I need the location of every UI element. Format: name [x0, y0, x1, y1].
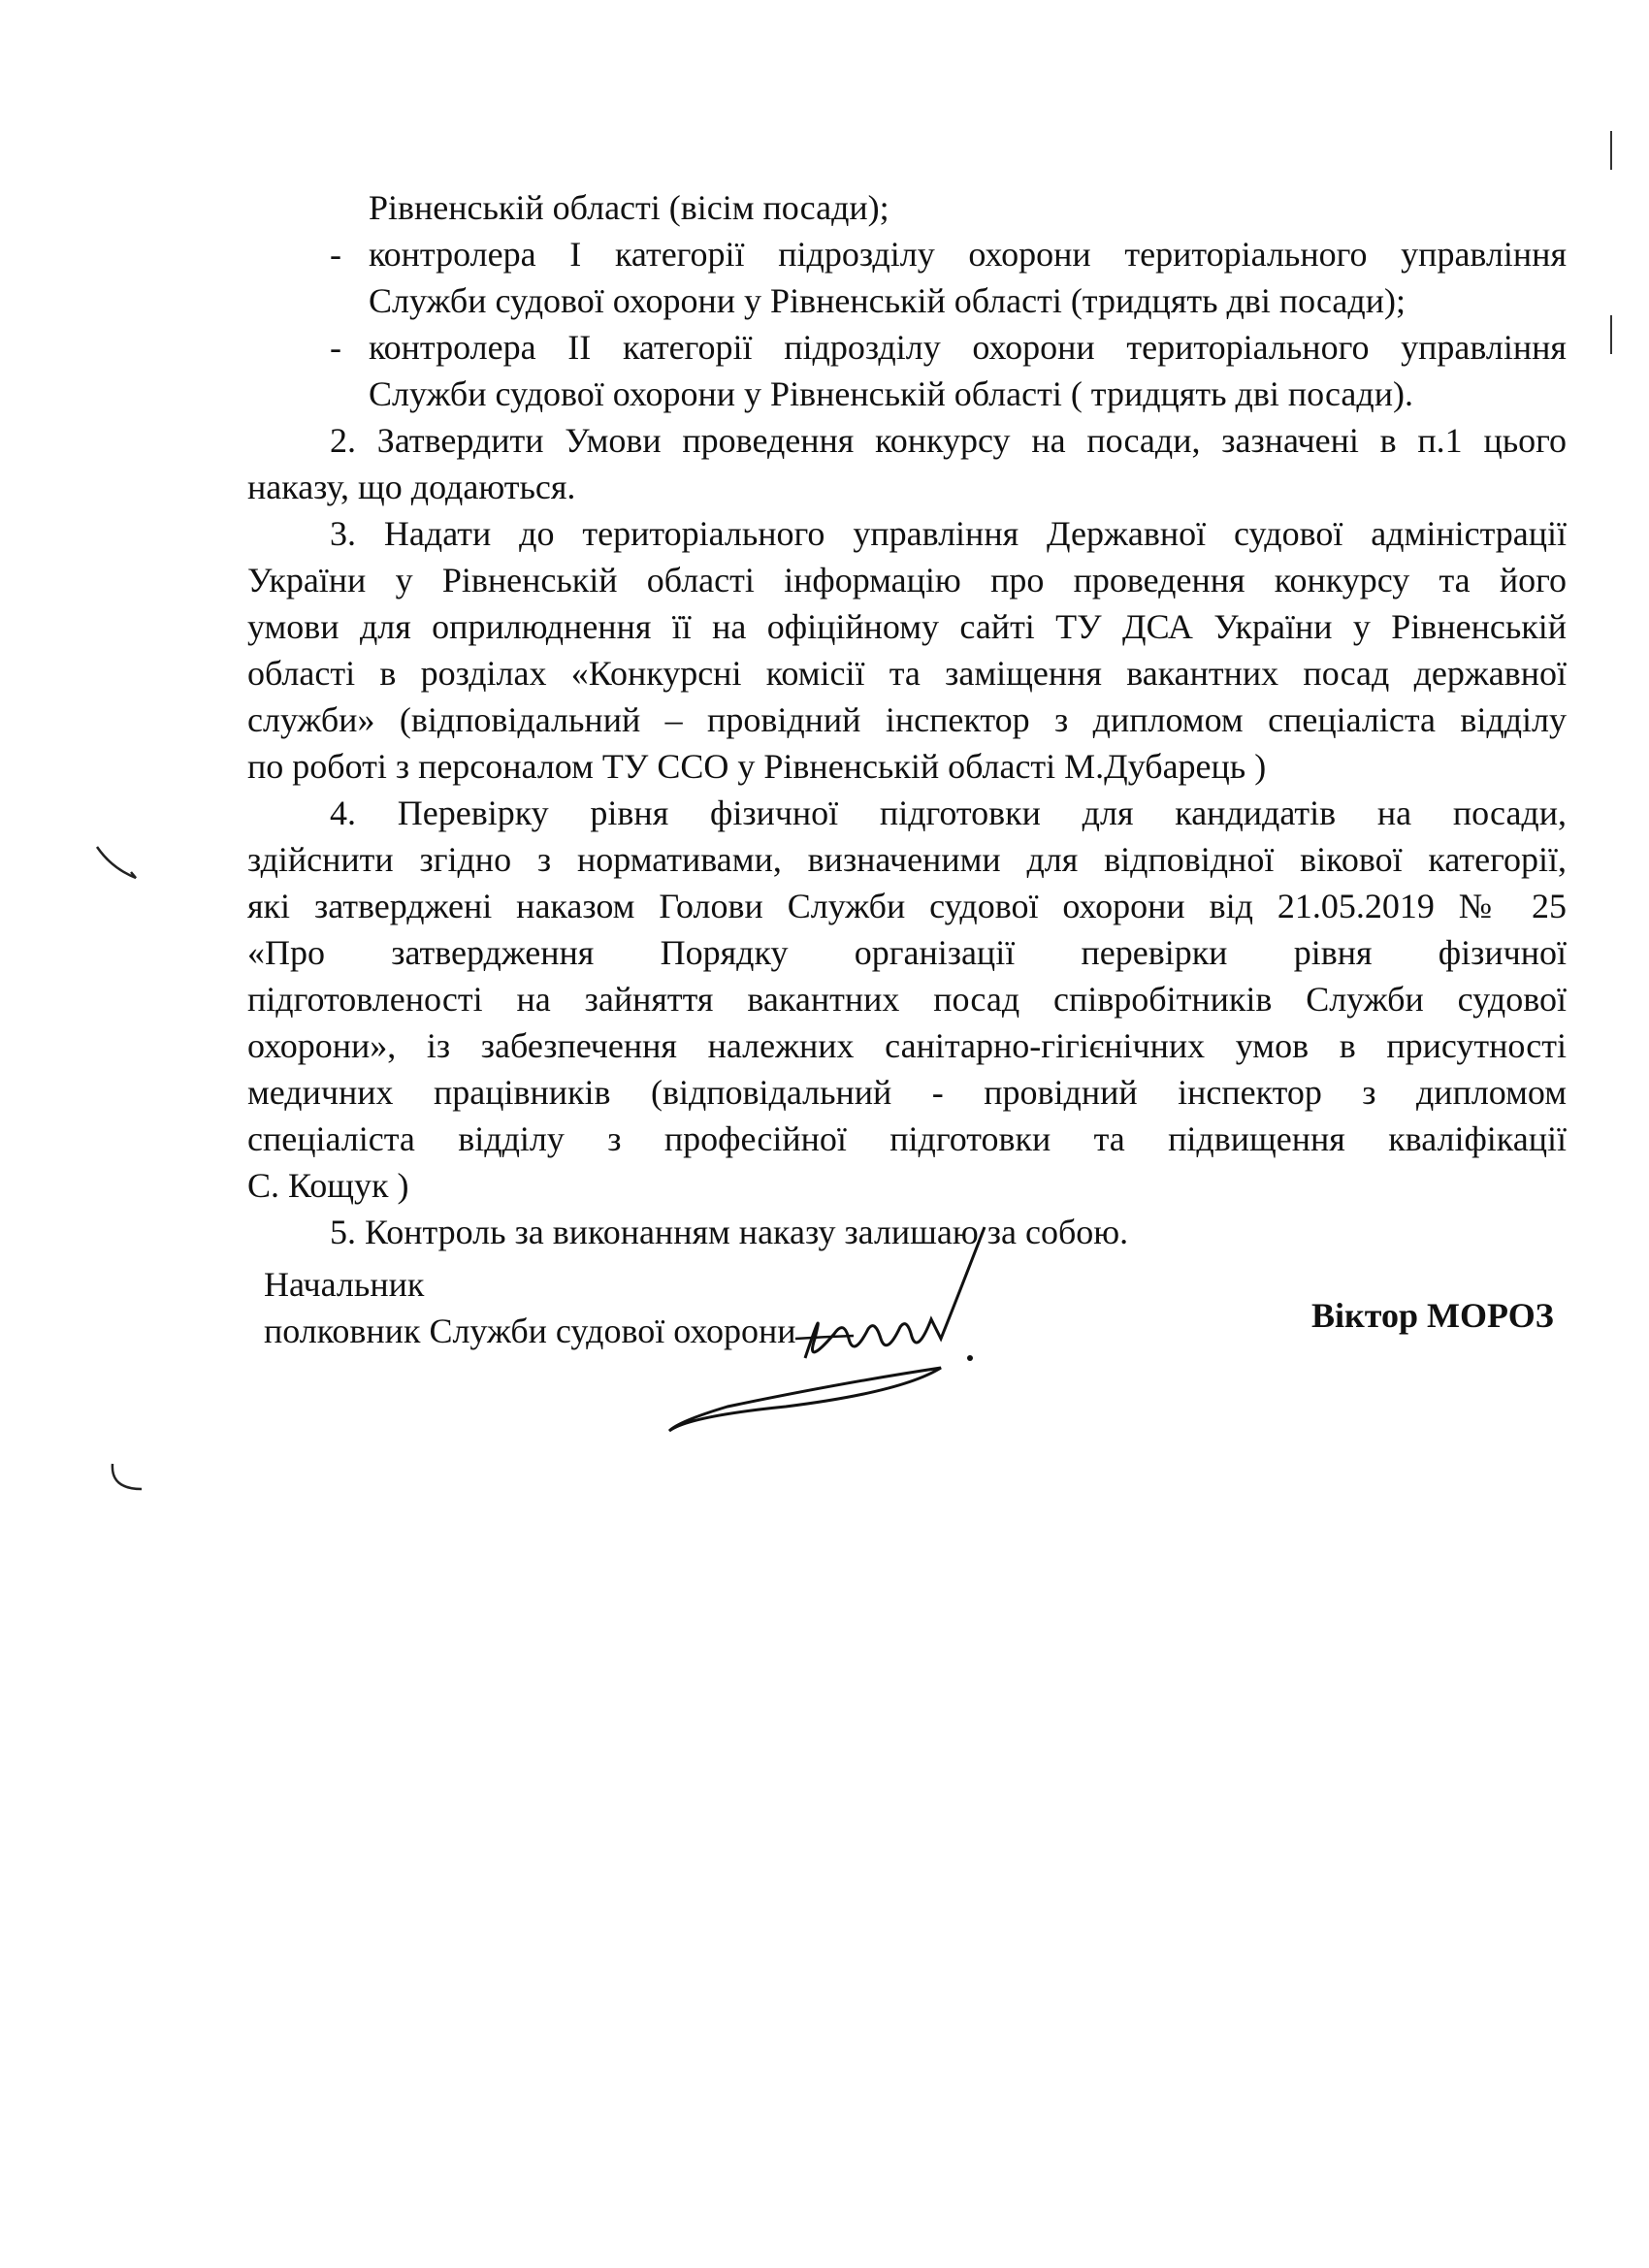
paragraph-4-line: С. Кощук ): [247, 1166, 409, 1205]
handwritten-signature-icon: [650, 1222, 1193, 1455]
paragraph-3-line: служби» (відповідальний – провідний інспектор з дипломом спеціаліста відділу: [247, 700, 1567, 739]
signature-position: Начальник: [264, 1265, 425, 1304]
paragraph-4-line: 4. Перевірку рівня фізичної підготовки для кандидатів на посади,: [330, 794, 1567, 832]
paragraph-5-line: 5. Контроль за виконанням наказу залишаю за собою.: [330, 1213, 1129, 1251]
bullet-item: [247, 231, 1567, 324]
paragraph-2-line: наказу, що додаються.: [247, 468, 576, 506]
signatory-name: Віктор МОРОЗ: [1311, 1296, 1554, 1335]
text-line: Служби судової охорони у Рівненській області ( тридцять дві посади).: [369, 374, 1413, 413]
text-line: контролера І категорії підрозділу охорони територіального управління: [369, 235, 1567, 274]
scan-edge-mark: [1610, 131, 1612, 170]
paragraph-3-line: 3. Надати до територіального управління Державної судової адміністрації: [330, 514, 1567, 553]
paragraph-3-line: умови для оприлюднення її на офіційному сайті ТУ ДСА України у Рівненській: [247, 607, 1567, 646]
paragraph-4-line: охорони», із забезпечення належних санітарно-гігієнічних умов в присутності: [247, 1026, 1567, 1065]
margin-mark-icon: [92, 839, 150, 888]
bullet-dash: -: [330, 328, 341, 367]
paragraph-2-line: 2. Затвердити Умови проведення конкурсу на посади, зазначені в п.1 цього: [330, 421, 1567, 460]
text-line: Рівненській області (вісім посади);: [369, 188, 889, 227]
paragraph-4-line: підготовленості на зайняття вакантних посад співробітників Служби судової: [247, 980, 1567, 1019]
paragraph-3-line: області в розділах «Конкурсні комісії та заміщення вакантних посад державної: [247, 654, 1567, 693]
paragraph-4-line: медичних працівників (відповідальний - провідний інспектор з дипломом: [247, 1073, 1567, 1112]
signature-rank: полковник Служби судової охорони: [264, 1312, 796, 1350]
margin-mark-icon: [107, 1460, 155, 1499]
paragraph-3-line: України у Рівненській області інформацію про проведення конкурсу та його: [247, 561, 1567, 599]
document-body: [247, 184, 1567, 1255]
bullet-item: [247, 324, 1567, 417]
text-line: Служби судової охорони у Рівненській області (тридцять дві посади);: [369, 281, 1406, 320]
text-line: контролера ІІ категорії підрозділу охорони територіального управління: [369, 328, 1567, 367]
paragraph-4-line: спеціаліста відділу з професійної підготовки та підвищення кваліфікації: [247, 1119, 1567, 1158]
paragraph-4-line: здійснити згідно з нормативами, визначеними для відповідної вікової категорії,: [247, 840, 1567, 879]
paragraph-3-line: по роботі з персоналом ТУ ССО у Рівненській області М.Дубарець ): [247, 747, 1267, 786]
scan-edge-mark: [1610, 315, 1612, 354]
paragraph-4-line: які затверджені наказом Голови Служби судової охорони від 21.05.2019 № 25: [247, 887, 1567, 925]
paragraph-4-line: «Про затвердження Порядку організації перевірки рівня фізичної: [247, 933, 1567, 972]
bullet-dash: -: [330, 235, 341, 274]
